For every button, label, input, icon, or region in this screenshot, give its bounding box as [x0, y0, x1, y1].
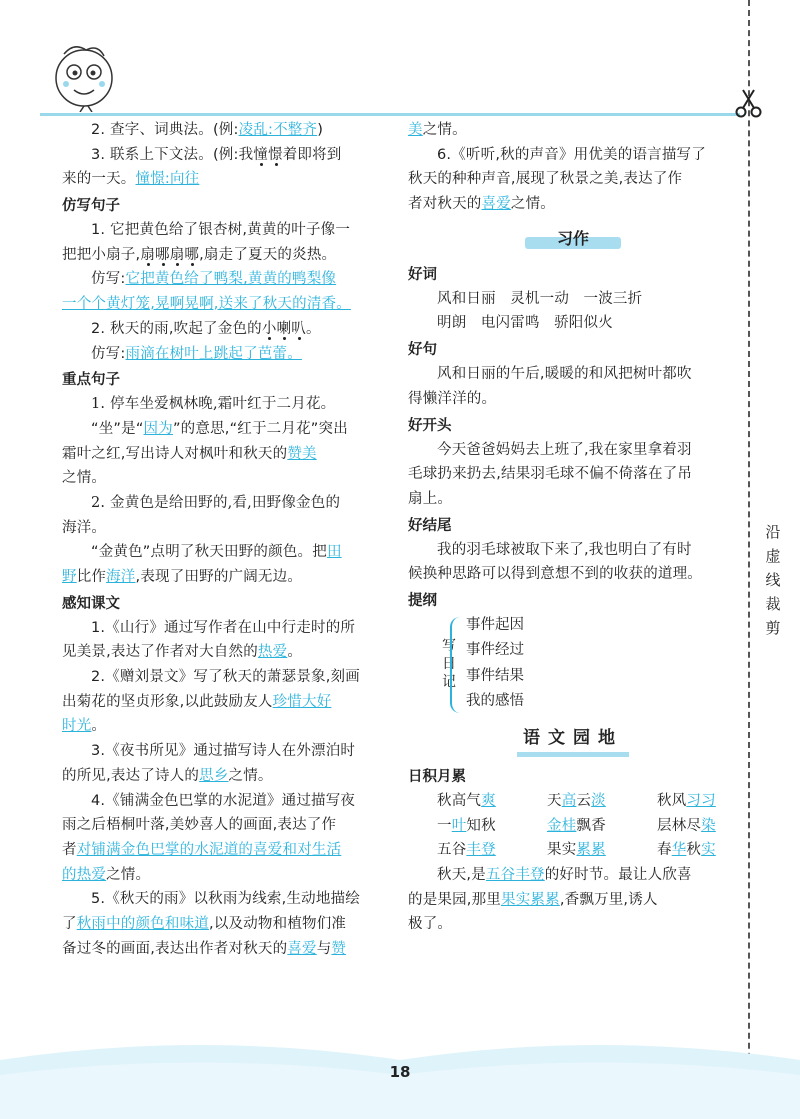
text-line: 3. 联系上下文法。(例:我憧憬着即将到 [91, 146, 342, 163]
list-item: 事件起因 [466, 616, 524, 633]
word-row: 明朗 电闪雷鸣 骄阳似火 [437, 315, 613, 332]
answer: 思乡 [199, 767, 229, 784]
text-line: 了秋雨中的颜色和味道,以及动物和植物们准 [62, 915, 347, 932]
answer: 它把黄色给了鸭梨,黄黄的鸭梨像 [125, 271, 337, 288]
answer: 雨滴在树叶上跳起了芭蕾。 [125, 345, 302, 362]
text-line: 扇上。 [408, 490, 453, 507]
header-rule [40, 113, 740, 116]
text-line: 1. 停车坐爱枫林晚,霜叶红于二月花。 [91, 396, 336, 413]
outline-diagram [408, 613, 738, 717]
answer: 五谷丰登 [485, 867, 545, 883]
text-line: 2.《赠刘景文》写了秋天的萧瑟景象,刻画 [91, 669, 360, 686]
text-line: 的热爱之情。 [62, 866, 151, 883]
page-number: 18 [389, 1063, 411, 1081]
idiom: 五谷丰登 [437, 842, 496, 859]
answer: 海洋 [106, 569, 136, 585]
text-line: 我的羽毛球被取下来了,我也明白了有时 [437, 541, 692, 558]
text-line [62, 292, 392, 317]
answer: 憧憬:向往 [135, 171, 200, 188]
text-line: 2. 金黄色是给田野的,看,田野像金色的 [91, 494, 341, 511]
page-title: 语文园地 [517, 725, 629, 757]
section-heading: 日积月累 [408, 768, 466, 785]
side-cut-instruction: 沿 虚 线 裁 剪 [765, 523, 781, 637]
list-item: 我的感悟 [466, 693, 524, 710]
text-line: 者对铺满金色巴掌的水泥道的喜爱和对生活 [62, 841, 342, 858]
word-row: 风和日丽 灵机一动 一波三折 [437, 290, 643, 307]
text-line: 仿写:雨滴在树叶上跳起了芭蕾。 [91, 345, 302, 362]
idiom: 一叶知秋 [437, 817, 496, 834]
brace [450, 617, 462, 713]
answer: 美 [408, 122, 423, 138]
text-line: “坐”是“因为”的意思,“红于二月花”突出 [91, 420, 348, 437]
answer: 一个个黄灯笼,晃啊晃啊,送来了秋天的清香。 [62, 296, 351, 313]
answer: 珍惜大好 [272, 693, 332, 710]
text-line: 3.《夜书所见》通过描写诗人在外漂泊时 [91, 743, 356, 760]
text-line: 秋天的种种声音,展现了秋景之美,表达了作 [408, 171, 683, 188]
answer: 的热爱 [62, 866, 107, 883]
answer: 喜爱 [287, 940, 317, 957]
outline-label: 写 日 记 [442, 637, 456, 690]
text-line: 4.《铺满金色巴掌的水泥道》通过描写夜 [91, 792, 356, 809]
text-line: 5.《秋天的雨》以秋雨为线索,生动地描绘 [91, 891, 360, 908]
section-heading: 好词 [408, 266, 437, 283]
idiom: 果实累累 [547, 842, 606, 859]
answer: 田 [326, 544, 342, 561]
section-heading: 好结尾 [408, 517, 452, 534]
text-line: 者对秋天的喜爱之情。 [408, 196, 556, 213]
section-heading: 好句 [408, 342, 437, 359]
section-heading: 重点句子 [62, 372, 120, 389]
text-line: 的是果园,那里果实累累,香飘万里,诱人 [408, 891, 658, 908]
answer: 对铺满金色巴掌的水泥道的喜爱和对生活 [76, 841, 342, 858]
idiom: 秋高气爽 [437, 792, 496, 809]
text-line: 1.《山行》通过写作者在山中行走时的所 [91, 619, 356, 636]
text-line: 把把小扇子,扇哪扇哪,扇走了夏天的炎热。 [62, 246, 337, 263]
idiom: 金桂飘香 [547, 817, 606, 834]
text-line: 风和日丽的午后,暖暖的和风把树叶都吹 [437, 366, 692, 383]
answer: 凌乱:不整齐 [238, 122, 318, 138]
text-line: 6.《听听,秋的声音》用优美的语言描写了 [437, 146, 706, 163]
text-line: 雨之后梧桐叶落,美妙喜人的画面,表达了作 [62, 817, 337, 834]
answer: 因为 [143, 420, 173, 437]
text-line: 的所见,表达了诗人的思乡之情。 [62, 767, 273, 784]
outline-items [466, 613, 524, 715]
text-line: 海洋。 [62, 519, 107, 536]
idiom: 层林尽染 [657, 817, 716, 834]
idiom: 春华秋实 [657, 842, 716, 859]
list-item: 事件经过 [466, 642, 524, 659]
cut-dashed-line [748, 0, 750, 1119]
text-line: 时光。 [62, 718, 107, 735]
text-line: 之情。 [62, 470, 107, 487]
mascot-icon [44, 40, 124, 112]
text-line: 1. 它把黄色给了银杏树,黄黄的叶子像一 [91, 222, 351, 239]
page-title: 习作 [549, 227, 597, 250]
text-line: 秋天,是五谷丰登的好时节。最让人欣喜 [437, 867, 692, 883]
scissors-icon [734, 88, 764, 118]
text-line: 得懒洋洋的。 [408, 390, 497, 407]
section-heading: 提纲 [408, 592, 437, 609]
section-title-xizuo [408, 217, 738, 261]
text-line: 野比作海洋,表现了田野的广阔无边。 [62, 569, 303, 585]
section-heading: 好开头 [408, 417, 452, 434]
text-line: “金黄色”点明了秋天田野的颜色。把田 [91, 544, 342, 561]
answer: 果实累累 [501, 891, 560, 908]
section-heading: 仿写句子 [62, 198, 120, 215]
answer: 野 [62, 569, 77, 585]
answer: 赞美 [287, 445, 317, 462]
section-title-yuwen [408, 719, 738, 763]
text-line: 极了。 [408, 916, 453, 933]
idiom: 秋风习习 [657, 792, 716, 809]
text-line: 2. 查字、词典法。(例:凌乱:不整齐) [91, 122, 324, 138]
text-line: 见美景,表达了作者对大自然的热爱。 [62, 644, 303, 661]
text-line: 仿写:它把黄色给了鸭梨,黄黄的鸭梨像 [91, 271, 337, 288]
answer: 热爱 [257, 644, 288, 661]
text-line: 候换种思路可以得到意想不到的收获的道理。 [408, 566, 702, 583]
text-line: 美之情。 [408, 122, 467, 138]
text-line: 备过冬的画面,表达出作者对秋天的喜爱与赞 [62, 940, 347, 957]
section-heading: 感知课文 [62, 595, 120, 612]
idiom-grid [408, 789, 738, 863]
text-line: 今天爸爸妈妈去上班了,我在家里拿着羽 [437, 441, 692, 458]
idiom: 天高云淡 [547, 792, 606, 809]
answer: 时光 [62, 718, 92, 735]
text-line: 毛球扔来扔去,结果羽毛球不偏不倚落在了吊 [408, 466, 693, 483]
answer: 赞 [331, 940, 347, 957]
list-item: 事件结果 [466, 667, 524, 684]
text-line: 霜叶之红,写出诗人对枫叶和秋天的赞美 [62, 445, 317, 462]
text-line: 2. 秋天的雨,吹起了金色的小喇叭。 [91, 320, 321, 337]
left-column [62, 118, 392, 961]
right-column [408, 118, 738, 937]
text-line: 来的一天。憧憬:向往 [62, 171, 200, 188]
answer: 喜爱 [481, 196, 511, 213]
text-line: 出菊花的坚贞形象,以此鼓励友人珍惜大好 [62, 693, 332, 710]
answer: 秋雨中的颜色和味道 [76, 915, 210, 932]
